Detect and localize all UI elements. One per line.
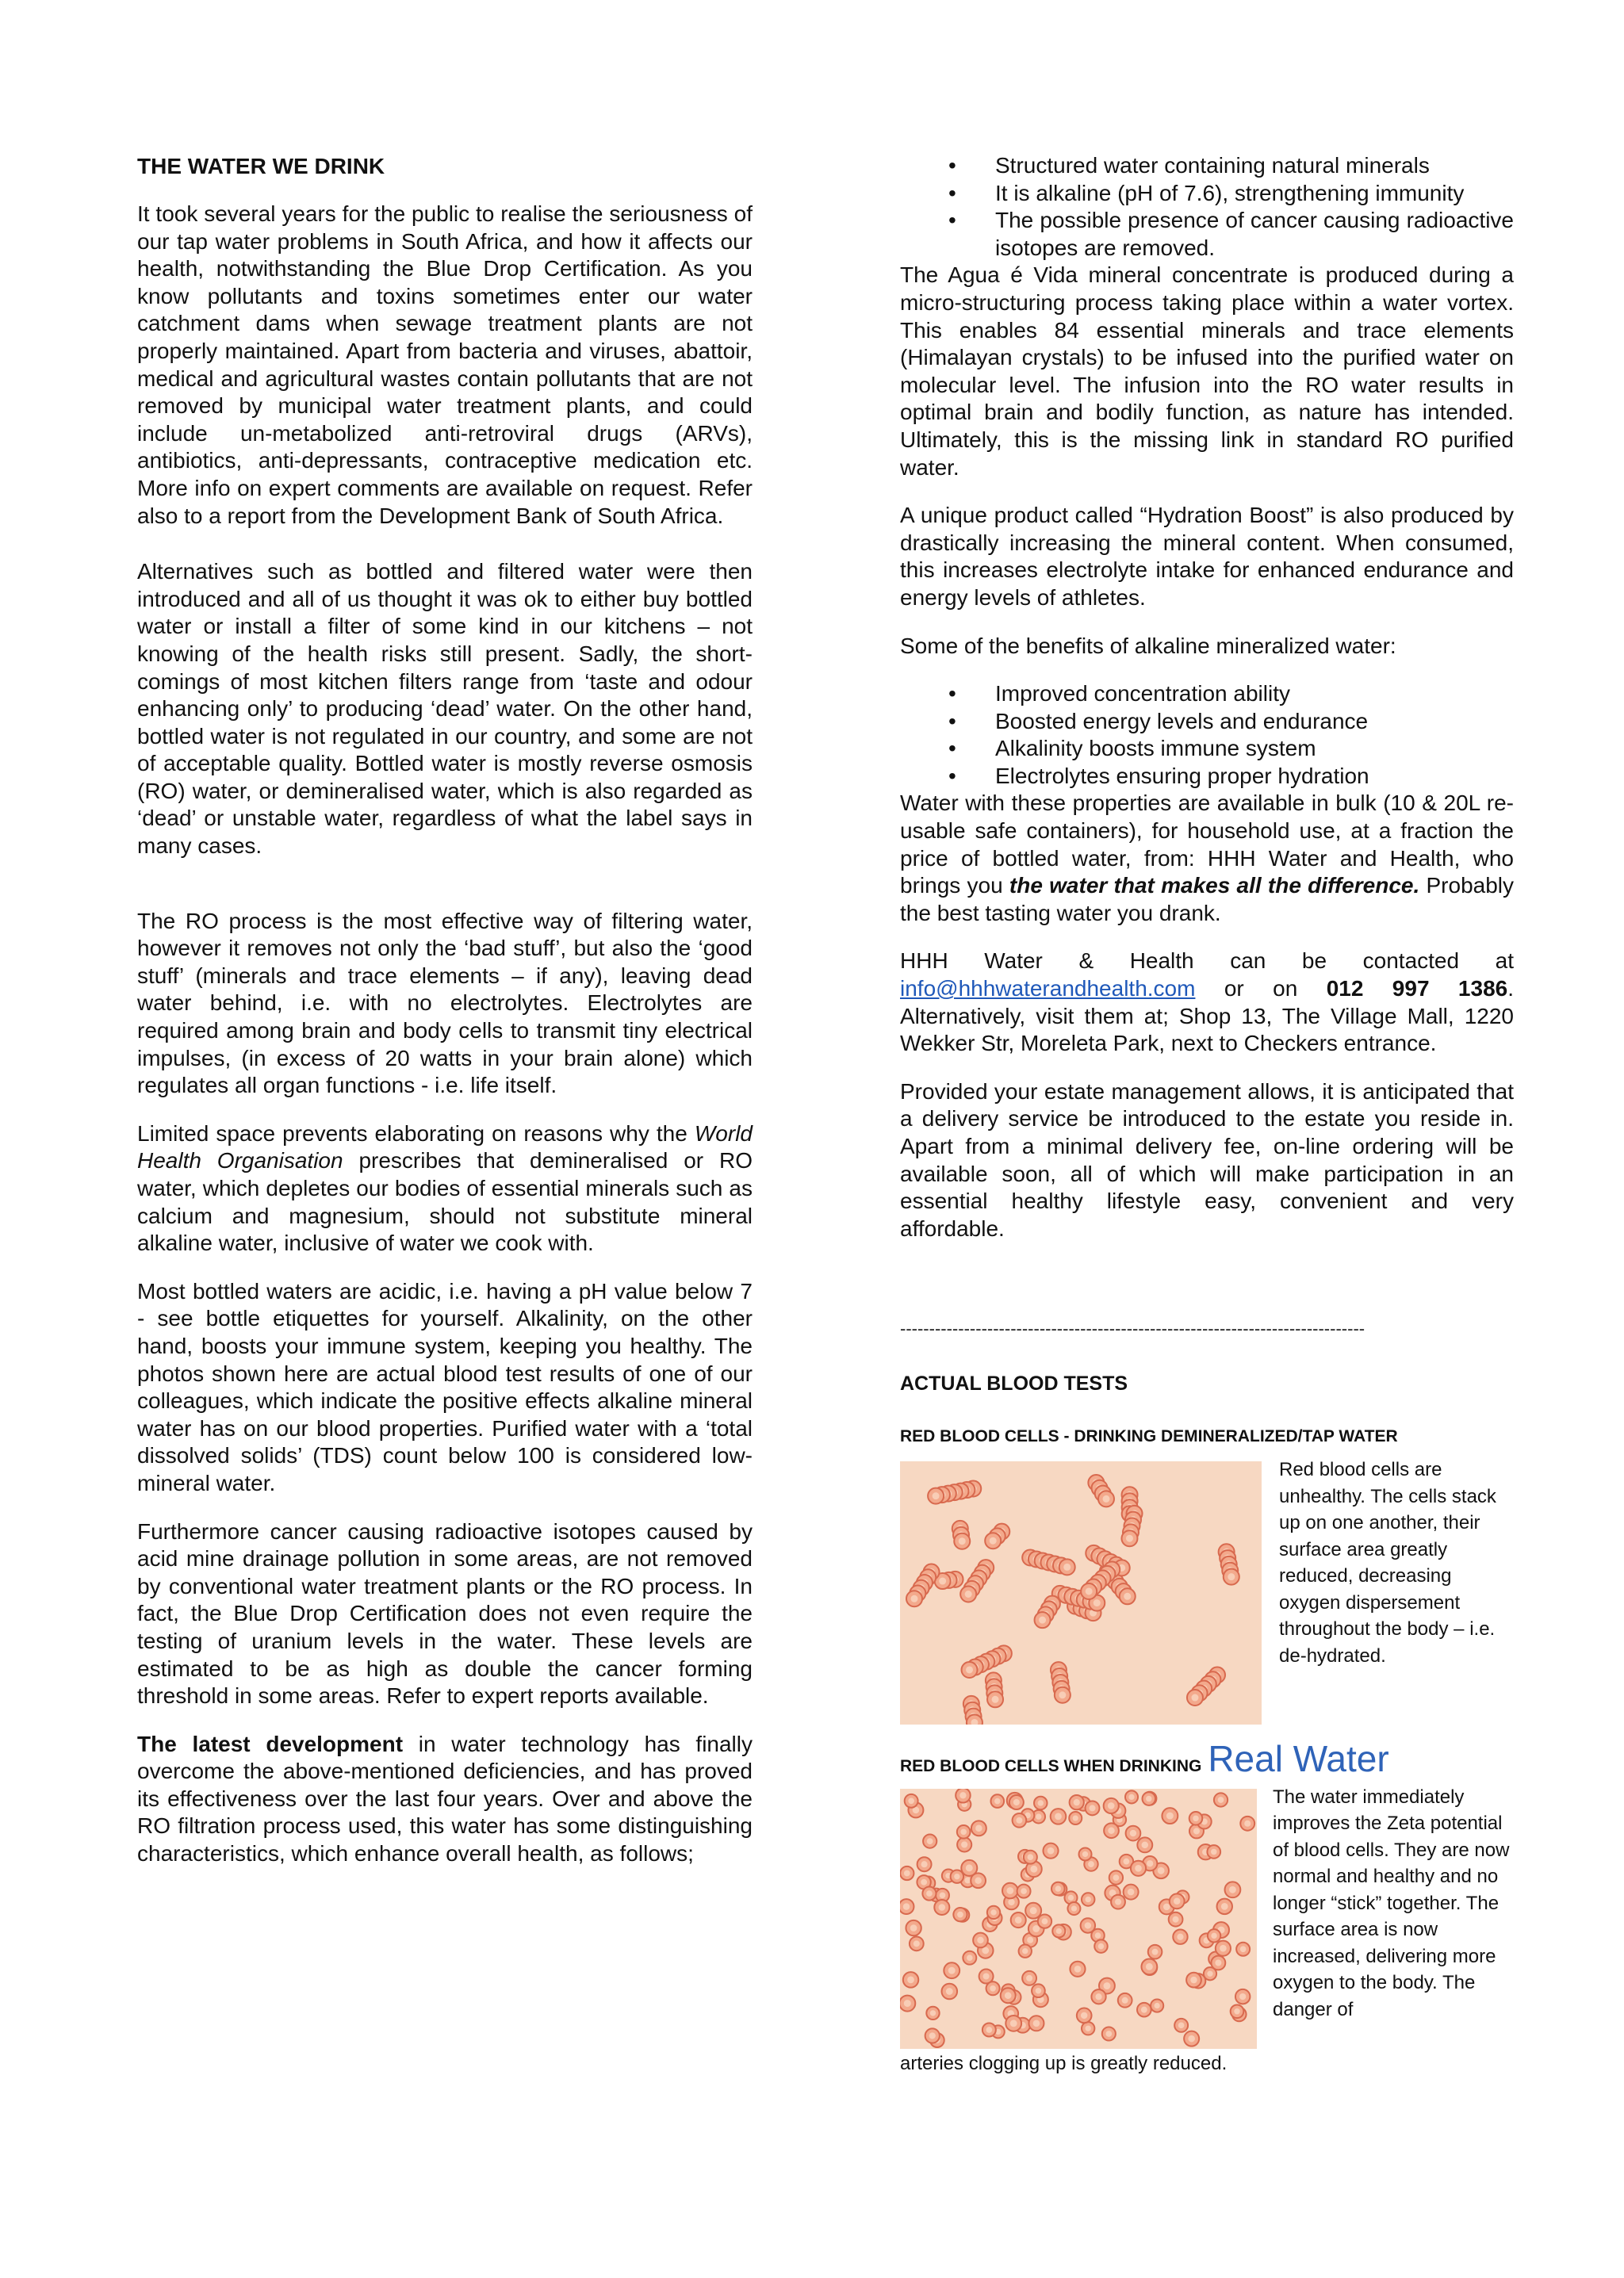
red-blood-cell-separate-center: [1013, 1799, 1020, 1805]
red-blood-cell-separate-center: [1190, 1977, 1197, 1983]
red-blood-cell-stacked-center: [1124, 1593, 1131, 1600]
red-blood-cell-separate-center: [1098, 1943, 1104, 1949]
who-text-post: prescribes that demineralised or RO water, which depletes our bodies of essential minerals such as calcium and magnesium, should not substitute mineral alkaline water, inclusive of water we cook with.: [137, 1148, 753, 1256]
red-blood-cell-separate-center: [1074, 1799, 1080, 1805]
red-blood-cell-separate-center: [1032, 1925, 1040, 1932]
red-blood-cell-stacked-center: [959, 1537, 966, 1545]
red-blood-cell-separate-center: [959, 1792, 966, 1798]
red-blood-cell-separate-center: [1128, 1794, 1134, 1800]
red-blood-cell-separate-center: [1166, 1812, 1174, 1819]
red-blood-cell-stacked-center: [1102, 1495, 1109, 1503]
paragraph-delivery: Provided your estate management allows, it is anticipated that a delivery service be introduced to the estate you reside in. Apart from a minimal delivery fee, on-line ordering will be available soon, all of which will make participation in an essential healthy lifestyle easy, convenient and very affordable.: [900, 1078, 1514, 1241]
red-blood-cell-separate-center: [1193, 1828, 1200, 1834]
red-blood-cell-stacked-center: [1039, 1617, 1046, 1624]
list-item: [900, 735, 1514, 763]
red-blood-cell-separate-center: [1016, 1817, 1022, 1824]
red-blood-cell-separate-center: [1095, 1932, 1101, 1938]
divider-dashes: --------------------------------------------------------------------------------: [900, 1319, 1365, 1339]
red-blood-cell-stacked-center: [1126, 1535, 1133, 1542]
paragraph-ro-process: The RO process is the most effective way of filtering water, however it removes not only the ‘bad stuff’, but also the ‘good stuff’ (minerals and trace elements – if any), leaving dead water behind, i.e. with no electrolytes. Electrolytes are required among brain and body cells to transmit tiny electrical impulses, (in excess of 20 watts in your brain alone) which regulates all organ functions - i.e. life itself.: [137, 908, 753, 1098]
red-blood-cell-separate-center: [1163, 1903, 1170, 1910]
red-blood-cell-separate-center: [983, 1973, 990, 1979]
red-blood-cell-separate-center: [908, 1798, 914, 1804]
red-blood-cell-separate-center: [1218, 1797, 1224, 1803]
red-blood-cell-separate-center: [1022, 1948, 1028, 1954]
red-blood-cell-separate-center: [957, 1912, 963, 1918]
list-item: [900, 152, 1514, 180]
red-blood-cell-separate-center: [1244, 1820, 1251, 1826]
bullet-icon: •: [948, 736, 956, 761]
red-blood-cell-separate-center: [1215, 1959, 1221, 1966]
red-blood-cell-separate-center: [1036, 1813, 1041, 1819]
red-blood-cell-stacked-center: [1063, 1564, 1071, 1571]
paragraph-isotopes: Furthermore cancer causing radioactive isotopes caused by acid mine drainage pollution in some areas, are not removed by conventional water treatment plants or the RO process. In fact, the Blue Drop Certification does not even require the testing of uranium levels in the water. These levels are estimated to be as high as double the cancer forming threshold in some areas. Refer to expert reports available.: [137, 1518, 753, 1709]
red-blood-cell-separate-center: [982, 1947, 989, 1954]
red-blood-cell-separate-center: [1146, 1796, 1151, 1801]
red-blood-cell-separate-center: [1030, 1866, 1037, 1873]
red-blood-cell-separate-center: [966, 1864, 973, 1871]
list-item-text: Boosted energy levels and endurance: [995, 708, 1369, 733]
red-blood-cell-separate-center: [1010, 2020, 1017, 2027]
red-blood-cell-separate-center: [1128, 1889, 1135, 1896]
red-blood-cell-separate-center: [1055, 1886, 1061, 1891]
list-item: [900, 207, 1514, 262]
bullet-icon: •: [948, 708, 956, 733]
red-blood-cell-separate-center: [927, 1838, 933, 1844]
latest-development-bold: The latest development: [137, 1731, 404, 1756]
red-blood-cell-stacked-center: [1228, 1573, 1235, 1580]
list-item-text: Structured water containing natural minerals: [995, 153, 1430, 178]
red-blood-cell-separate-center: [940, 1892, 946, 1898]
list-item: [900, 708, 1514, 736]
red-blood-cell-separate-center: [975, 1877, 981, 1883]
red-blood-cell-separate-center: [954, 1874, 959, 1879]
red-blood-cell-separate-center: [1135, 1865, 1142, 1872]
real-water-subheading: [900, 1738, 1514, 1781]
contact-text-post: . Alternatively, visit them at; Shop 13, The Village Mall, 1220 Wekker Str, Moreleta Park, next to Checkers entrance.: [900, 976, 1514, 1056]
real-water-figure: [900, 1786, 1514, 2049]
paragraph-availability: [900, 790, 1514, 927]
red-blood-cell-separate-center: [1234, 2008, 1240, 2015]
bullet-icon: •: [948, 763, 956, 788]
paragraph-acidic: Most bottled waters are acidic, i.e. having a pH value below 7 - see bottle etiquettes for yourself. Alkalinity, on the other hand, boosts your immune system, keeping you healthy. The photos shown here are actual blood test results of one of our colleagues, which indicate the positive effects alkaline mineral water has on our blood properties. Purified water with a ‘total dissolved solids’ (TDS) count below 100 is considered low-mineral water.: [137, 1278, 753, 1495]
red-blood-cell-separate-center: [907, 1976, 914, 1983]
red-blood-cell-separate-center: [948, 1966, 956, 1974]
list-item-text: Improved concentration ability: [995, 681, 1290, 706]
red-blood-cell-separate-center: [1113, 1874, 1119, 1881]
list-item: [900, 180, 1514, 208]
red-blood-cell-separate-center: [1103, 1982, 1110, 1989]
slogan: the water that makes all the difference.: [1009, 873, 1420, 898]
red-blood-cell-stacked-center: [966, 1667, 973, 1674]
red-blood-cell-separate-center: [1130, 1830, 1136, 1836]
red-blood-cell-separate-center: [1088, 1861, 1094, 1867]
bullet-icon: •: [948, 180, 956, 205]
paragraph-tap-water: It took several years for the public to realise the seriousness of our tap water problems in South Africa, and how it affects our health, notwithstanding the Blue Drop Certification. As you know pollutants and toxins sometimes enter our water catchment dams when sewage treatment plants are not properly maintained. Apart from bacteria and viruses, abattoir, medical and agricultural wastes contain pollutants that are not removed by municipal water treatment plants, and could include un-metabolized anti-retroviral drugs (ARVs), antibiotics, anti-depressants, contraceptive medication etc. More info on expert comments are available on request. Refer also to a report from the Development Bank of South Africa.: [137, 201, 753, 528]
contact-text-mid: or on: [1195, 976, 1327, 1001]
demineralized-caption: Red blood cells are unhealthy. The cells stack up on one another, their surface area greatly reduced, decreasing oxygen dispersement throughout the body – i.e. de-hydrated.: [1279, 1459, 1496, 1667]
red-blood-cell-separate-center: [1193, 1815, 1198, 1820]
red-blood-cell-separate-center: [1008, 1898, 1014, 1905]
red-blood-cell-separate-center: [946, 1988, 953, 1995]
red-blood-cell-separate-center: [921, 1879, 927, 1886]
red-blood-cell-separate-center: [1073, 1815, 1078, 1820]
red-blood-cell-separate-center: [1030, 1907, 1037, 1914]
characteristics-list: [900, 152, 1514, 262]
availability-text-pre: Water with these properties are available in bulk (10 & 20L re-usable safe containers), for household use, at a fraction the price of bottled water, from: HHH Water and Health, who brings you: [900, 791, 1514, 898]
blood-cells-healthy-image: [900, 1789, 1257, 2049]
red-blood-cell-separate-center: [1082, 1851, 1088, 1857]
red-blood-cell-separate-center: [939, 1904, 946, 1911]
red-blood-cell-separate-center: [904, 2000, 911, 2007]
latest-development-text: in water technology has finally overcome the above-mentioned deficiencies, and has proved its effectiveness over the last four years. Over and above the RO filtration process used, this water has some distinguishing characteristics, which enhance overall health, as follows;: [137, 1731, 753, 1866]
paragraph-hydration-boost: A unique product called “Hydration Boost” is also produced by drastically increasing the mineral content. When consumed, this increases electrolyte intake for enhanced endurance and energy levels of athletes.: [900, 503, 1514, 610]
list-item-text: Alkalinity boosts immune system: [995, 736, 1316, 761]
red-blood-cell-separate-center: [1021, 1888, 1027, 1894]
red-blood-cell-stacked-center: [911, 1595, 918, 1602]
paragraph-latest-development: [137, 1731, 753, 1868]
who-text-pre: Limited space prevents elaborating on reasons why the: [137, 1120, 695, 1146]
red-blood-cell-separate-center: [1221, 1903, 1228, 1910]
red-blood-cell-separate-center: [1211, 1932, 1216, 1938]
red-blood-cell-separate-center: [1095, 1993, 1101, 2000]
real-water-subheading-text: RED BLOOD CELLS WHEN DRINKING: [900, 1757, 1202, 1776]
list-item-text: It is alkaline (pH of 7.6), strengthening immunity: [995, 180, 1465, 205]
red-blood-cell-separate-center: [961, 1841, 967, 1847]
red-blood-cell-separate-center: [1027, 1937, 1033, 1943]
red-blood-cell-separate-center: [1055, 1813, 1062, 1820]
red-blood-cell-separate-center: [1211, 1848, 1217, 1855]
paragraph-benefits-intro: Some of the benefits of alkaline mineralized water:: [900, 633, 1396, 658]
red-blood-cell-stacked-center: [1191, 1694, 1198, 1702]
red-blood-cell-separate-center: [1178, 2022, 1185, 2028]
red-blood-cell-separate-center: [1152, 1948, 1159, 1954]
red-blood-cell-separate-center: [960, 1828, 967, 1835]
red-blood-cell-separate-center: [990, 1909, 996, 1915]
red-blood-cell-separate-center: [986, 2027, 993, 2033]
phone-number: 012 997 1386: [1326, 976, 1508, 1001]
red-blood-cell-separate-center: [1141, 2006, 1147, 2012]
red-blood-cell-separate-center: [1086, 1897, 1091, 1902]
contact-text-pre: HHH Water & Health can be contacted at: [900, 948, 1514, 974]
red-blood-cell-separate-center: [1146, 1963, 1153, 1970]
red-blood-cell-stacked-center: [1086, 1588, 1093, 1595]
red-blood-cell-separate-center: [1158, 1867, 1165, 1874]
red-blood-cell-separate-center: [1123, 1858, 1129, 1864]
red-blood-cell-separate-center: [1038, 1800, 1044, 1805]
red-blood-cell-separate-center: [967, 1954, 973, 1961]
availability-text-post: Probably the best tasting water you drank.: [900, 873, 1515, 925]
real-water-caption-tail: arteries clogging up is greatly reduced.: [900, 2052, 1228, 2074]
left-column: [137, 153, 753, 1868]
red-blood-cell-separate-center: [1028, 1854, 1034, 1860]
red-blood-cell-separate-center: [1036, 1988, 1042, 1994]
red-blood-cell-separate-center: [1026, 1975, 1032, 1981]
list-item-text: The possible presence of cancer causing radioactive isotopes are removed.: [995, 208, 1514, 260]
red-blood-cell-separate-center: [930, 2010, 936, 2016]
red-blood-cell-separate-center: [964, 1877, 971, 1883]
paragraph-contact: [900, 948, 1514, 1057]
red-blood-cell-separate-center: [1108, 1802, 1115, 1809]
real-water-label: Real Water: [1208, 1738, 1389, 1780]
red-blood-cell-separate-center: [994, 1798, 1000, 1804]
red-blood-cell-separate-center: [1115, 1898, 1121, 1905]
red-blood-cell-separate-center: [1074, 1966, 1082, 1973]
red-blood-cell-separate-center: [1173, 1916, 1179, 1922]
red-blood-cell-separate-center: [1068, 1895, 1074, 1901]
right-column: [900, 152, 1514, 2077]
red-blood-cell-separate-center: [910, 1924, 917, 1932]
red-blood-cell-separate-center: [1081, 2012, 1087, 2018]
list-item: [900, 680, 1514, 708]
red-blood-cell-separate-center: [926, 1890, 933, 1897]
red-blood-cell-separate-center: [1086, 2025, 1091, 2031]
bullet-icon: •: [948, 208, 956, 233]
real-water-caption: The water immediately improves the Zeta potential of blood cells. They are now normal and healthy and no longer “stick” together. The surface area is now increased, delivering more oxygen to the body. The danger of: [1273, 1786, 1510, 2020]
red-blood-cell-separate-center: [1071, 1905, 1077, 1911]
red-blood-cell-separate-center: [1142, 1841, 1149, 1848]
red-blood-cell-separate-center: [914, 1940, 920, 1947]
red-blood-cell-separate-center: [1085, 1922, 1091, 1928]
red-blood-cell-stacked-center: [933, 1492, 940, 1499]
red-blood-cell-stacked-center: [1094, 1599, 1101, 1606]
red-blood-cell-separate-center: [921, 1861, 928, 1867]
red-blood-cell-separate-center: [990, 1985, 996, 1992]
red-blood-cell-separate-center: [1240, 1946, 1247, 1952]
red-blood-cell-stacked-center: [965, 1591, 972, 1598]
list-item-text: Electrolytes ensuring proper hydration: [995, 763, 1369, 788]
red-blood-cell-separate-center: [1105, 2031, 1112, 2037]
red-blood-cell-separate-center: [1229, 1886, 1236, 1893]
demineralized-figure: [900, 1461, 1514, 1725]
red-blood-cell-separate-center: [1177, 1933, 1183, 1939]
red-blood-cell-separate-center: [1056, 1928, 1062, 1934]
red-blood-cell-separate-center: [1108, 1827, 1114, 1833]
red-blood-cell-stacked-center: [939, 1578, 946, 1585]
red-blood-cell-separate-center: [904, 1870, 910, 1876]
red-blood-cell-separate-center: [975, 1824, 982, 1832]
red-blood-cell-separate-center: [1089, 1805, 1095, 1811]
red-blood-cell-separate-center: [929, 2032, 936, 2039]
red-blood-cell-separate-center: [1042, 1918, 1048, 1924]
red-blood-cell-separate-center: [1006, 1887, 1013, 1894]
red-blood-cell-stacked-center: [990, 1537, 997, 1545]
red-blood-cell-separate-center: [1122, 1997, 1128, 2004]
paragraph-agua-e-vida: The Agua é Vida mineral concentrate is produced during a micro-structuring process taking place within a water vortex. This enables 84 essential minerals and trace elements (Himalayan crystals) to be infused into the purified water on molecular level. The infusion into the RO water results in optimal brain and bodily function, as nature has intended. Ultimately, this is the missing link in standard RO purified water.: [900, 262, 1514, 480]
paragraph-who: [137, 1120, 753, 1258]
red-blood-cell-separate-center: [1147, 1860, 1153, 1866]
blood-cells-stacked-image: [900, 1461, 1262, 1725]
bullet-icon: •: [948, 681, 956, 706]
red-blood-cell-separate-center: [1174, 1897, 1180, 1904]
demineralized-subheading: RED BLOOD CELLS - DRINKING DEMINERALIZED/TAP WATER: [900, 1426, 1398, 1445]
article-title: THE WATER WE DRINK: [137, 154, 385, 178]
red-blood-cell-separate-center: [1155, 2003, 1160, 2008]
red-blood-cell-separate-center: [977, 1937, 983, 1943]
red-blood-cell-stacked-center: [992, 1696, 999, 1703]
bullet-icon: •: [948, 153, 956, 178]
who-name: World Health Organisation: [137, 1120, 753, 1173]
red-blood-cell-separate-center: [1033, 2020, 1040, 2027]
benefits-list: [900, 680, 1514, 790]
paragraph-bottled-water: Alternatives such as bottled and filtered water were then introduced and all of us thought it was ok to either buy bottled water or install a filter of some kind in our kitchens – not knowing of the health risks still present. Sadly, the short-comings of most kitchen filters range from ‘taste and odour enhancing only’ to producing ‘dead’ water. On the other hand, bottled water is not regulated in our country, and some are not of acceptable quality. Bottled water is mostly reverse osmosis (RO) water, or demineralised water, which is also regarded as ‘dead’ or unstable water, regardless of what the label says in many cases.: [137, 559, 753, 859]
list-item: [900, 763, 1514, 791]
red-blood-cell-separate-center: [1207, 1970, 1212, 1976]
red-blood-cell-separate-center: [1048, 1847, 1055, 1855]
red-blood-cell-separate-center: [1220, 1945, 1227, 1952]
email-link[interactable]: info@hhhwaterandhealth.com: [900, 976, 1196, 1001]
red-blood-cell-separate-center: [1239, 1993, 1246, 2000]
red-blood-cell-separate-center: [1188, 2035, 1195, 2043]
red-blood-cell-separate-center: [903, 1903, 910, 1910]
red-blood-cell-separate-center: [1015, 1916, 1022, 1924]
red-blood-cell-separate-center: [1005, 1992, 1012, 1999]
red-blood-cell-stacked-center: [1059, 1691, 1066, 1698]
blood-tests-heading: ACTUAL BLOOD TESTS: [900, 1372, 1128, 1395]
